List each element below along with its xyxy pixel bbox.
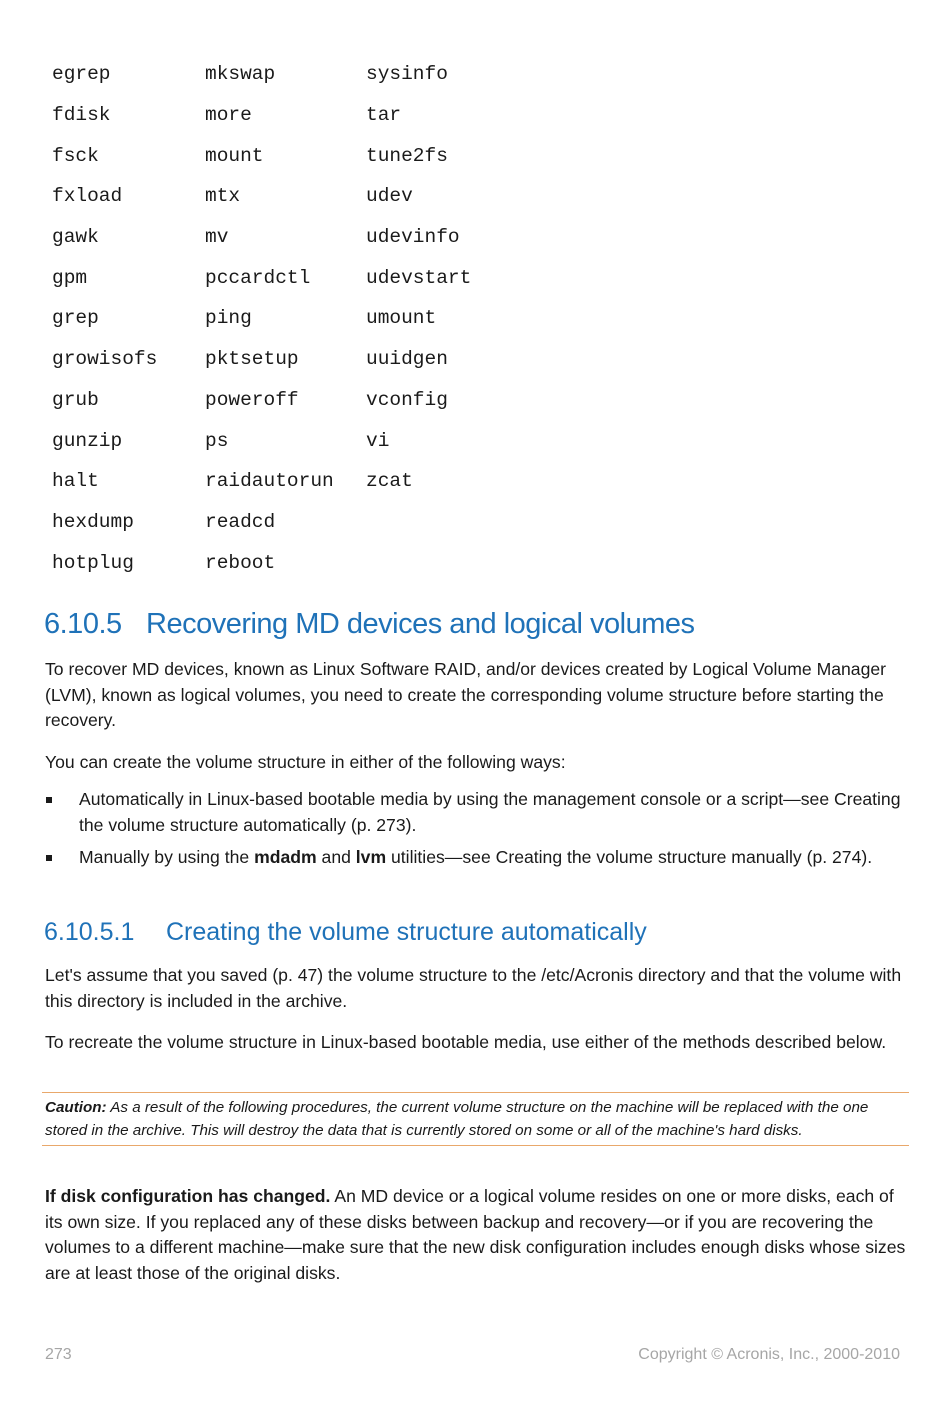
caution-text: As a result of the following procedures, the current volume structure on the machine will be replaced with the one stored in the archive. This will destroy the data that is currently stored on some or all of the machine's hard disks.: [45, 1099, 869, 1139]
command-row: [52, 461, 566, 502]
command-cell: ps: [205, 429, 229, 452]
command-cell: grep: [52, 307, 99, 330]
command-row: [52, 135, 566, 176]
square-bullet-icon: [46, 855, 52, 861]
subsection-heading: [44, 918, 647, 947]
command-cell: egrep: [52, 63, 111, 86]
command-cell: readcd: [205, 510, 276, 533]
disk-config-heading: If disk configuration has changed.: [45, 1186, 331, 1206]
command-cell: gawk: [52, 226, 99, 249]
command-cell: gunzip: [52, 429, 123, 452]
command-row: [52, 54, 566, 95]
command-cell: vconfig: [366, 388, 448, 411]
command-cell: fdisk: [52, 104, 111, 127]
command-row: [52, 217, 566, 258]
command-cell: grub: [52, 388, 99, 411]
command-cell: hexdump: [52, 510, 134, 533]
command-cell: vi: [366, 429, 390, 452]
disk-config-para: If disk configuration has changed. An MD device or a logical volume resides on one or more disks, each of its own size. If you replaced any of these disks between backup and recovery—or if you are recovering the volumes to a different machine—make sure that the new disk configuration includes enough disks whose sizes are at least those of the original disks.: [45, 1186, 906, 1283]
section-intro: To recover MD devices, known as Linux Software RAID, and/or devices created by Logical Volume Manager (LVM), known as logical volumes, you need to create the corresponding volume structure before starting the recovery.: [45, 659, 887, 730]
command-cell: reboot: [205, 551, 276, 574]
command-cell: pccardctl: [205, 266, 311, 289]
bullet-item-automatic: [45, 787, 915, 838]
command-cell: umount: [366, 307, 437, 330]
command-cell: ping: [205, 307, 252, 330]
mdadm-term: mdadm: [254, 847, 317, 867]
command-row: [52, 502, 566, 543]
command-row: [52, 380, 566, 421]
subsection-title: Creating the volume structure automatically: [166, 918, 647, 946]
command-cell: raidautorun: [205, 470, 334, 493]
caution-box: [42, 1092, 909, 1146]
command-cell: tar: [366, 104, 402, 127]
command-cell: hotplug: [52, 551, 134, 574]
command-cell: tune2fs: [366, 144, 448, 167]
command-cell: udevstart: [366, 266, 472, 289]
command-cell: pktsetup: [205, 348, 299, 371]
copyright-notice: Copyright © Acronis, Inc., 2000-2010: [638, 1346, 900, 1363]
bullet-text: Manually by using the mdadm and lvm utilities—see Creating the volume structure manually (p. 274).: [79, 847, 873, 867]
bullet-item-manual: [45, 845, 915, 871]
command-cell: sysinfo: [366, 63, 448, 86]
command-row: [52, 257, 566, 298]
command-row: [52, 176, 566, 217]
command-row: [52, 420, 566, 461]
command-row: [52, 298, 566, 339]
subsection-para-1: Let's assume that you saved (p. 47) the volume structure to the /etc/Acronis directory and that the volume with this directory is included in the archive.: [45, 965, 902, 1011]
command-row: [52, 339, 566, 380]
command-cell: mv: [205, 226, 229, 249]
command-cell: mount: [205, 144, 264, 167]
section-title: Recovering MD devices and logical volumes: [146, 608, 695, 640]
command-cell: halt: [52, 470, 99, 493]
subsection-number: 6.10.5.1: [44, 918, 135, 946]
command-row: [52, 95, 566, 136]
caution-label: Caution:: [45, 1099, 107, 1116]
command-table: [52, 54, 566, 583]
command-cell: mtx: [205, 185, 241, 208]
command-cell: fxload: [52, 185, 123, 208]
section-heading: [44, 608, 694, 641]
section-number: 6.10.5: [44, 608, 122, 640]
command-cell: zcat: [366, 470, 413, 493]
command-cell: uuidgen: [366, 348, 448, 371]
command-cell: growisofs: [52, 348, 158, 371]
ways-intro: You can create the volume structure in either of the following ways:: [45, 752, 566, 772]
bullet-text: Automatically in Linux-based bootable media by using the management console or a script—see Creating the volume structure automatically (p. 273).: [79, 789, 901, 835]
command-cell: poweroff: [205, 388, 299, 411]
command-row: [52, 542, 566, 583]
subsection-para-2: To recreate the volume structure in Linux-based bootable media, use either of the methods described below.: [45, 1032, 887, 1052]
command-cell: udevinfo: [366, 226, 460, 249]
command-cell: mkswap: [205, 63, 276, 86]
command-cell: udev: [366, 185, 413, 208]
command-cell: fsck: [52, 144, 99, 167]
command-cell: gpm: [52, 266, 88, 289]
command-cell: more: [205, 104, 252, 127]
square-bullet-icon: [46, 797, 52, 803]
page-number: 273: [45, 1346, 72, 1363]
lvm-term: lvm: [355, 847, 387, 867]
